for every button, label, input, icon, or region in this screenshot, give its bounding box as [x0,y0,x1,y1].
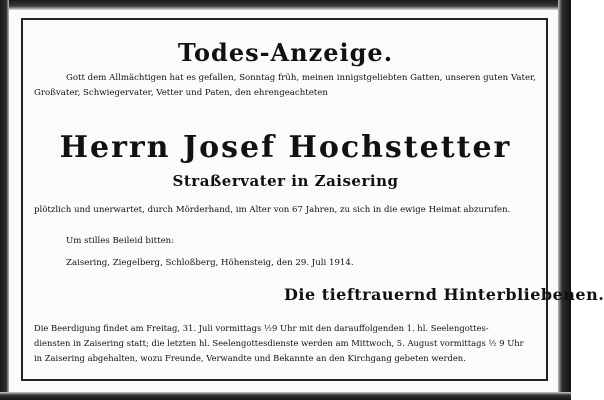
border-rule-right [546,18,548,380]
place-date-line: Zaisering, Ziegelberg, Schloßberg, Höhensteig, den 29. Juli 1914. [66,258,354,268]
scan-edge-top [0,0,571,10]
condolence-request: Um stilles Beileid bitten: [66,236,175,246]
intro-line-2: Großvater, Schwiegervater, Vetter und Paten, den ehrengeachteten [34,88,328,98]
paper-sheet [9,10,558,392]
scan-edge-bottom [0,392,571,400]
death-line: plötzlich und unerwartet, durch Mörderhand, im Alter von 67 Jahren, zu sich in die ewige Heimat abzurufen. [34,205,511,215]
funeral-line-3: in Zaisering abgehalten, wozu Freunde, Verwandte und Bekannte an den Kirchgang gebeten werden. [34,353,466,363]
funeral-line-2: diensten in Zaisering statt; die letzten hl. Seelengottesdienste werden am Mittwoch, 5. August vormittags ½ 9 Uhr [34,338,524,348]
deceased-name: Herrn Josef Hochstetter [59,130,512,165]
intro-line-1: Gott dem Allmächtigen hat es gefallen, Sonntag früh, meinen innigstgeliebten Gatten, unseren guten Vater, [66,73,536,83]
family-signature: Die tieftrauernd Hinterbliebenen. [284,285,604,304]
border-rule-top [21,18,548,20]
border-rule-bottom [21,379,548,381]
border-rule-left [21,18,23,380]
deceased-subtitle: Straßervater in Zaisering [172,172,399,190]
funeral-line-1: Die Beerdigung findet am Freitag, 31. Juli vormittags ½9 Uhr mit den darauffolgenden 1. hl. Seelengottes- [34,323,489,333]
notice-title: Todes-Anzeige. [177,38,394,67]
